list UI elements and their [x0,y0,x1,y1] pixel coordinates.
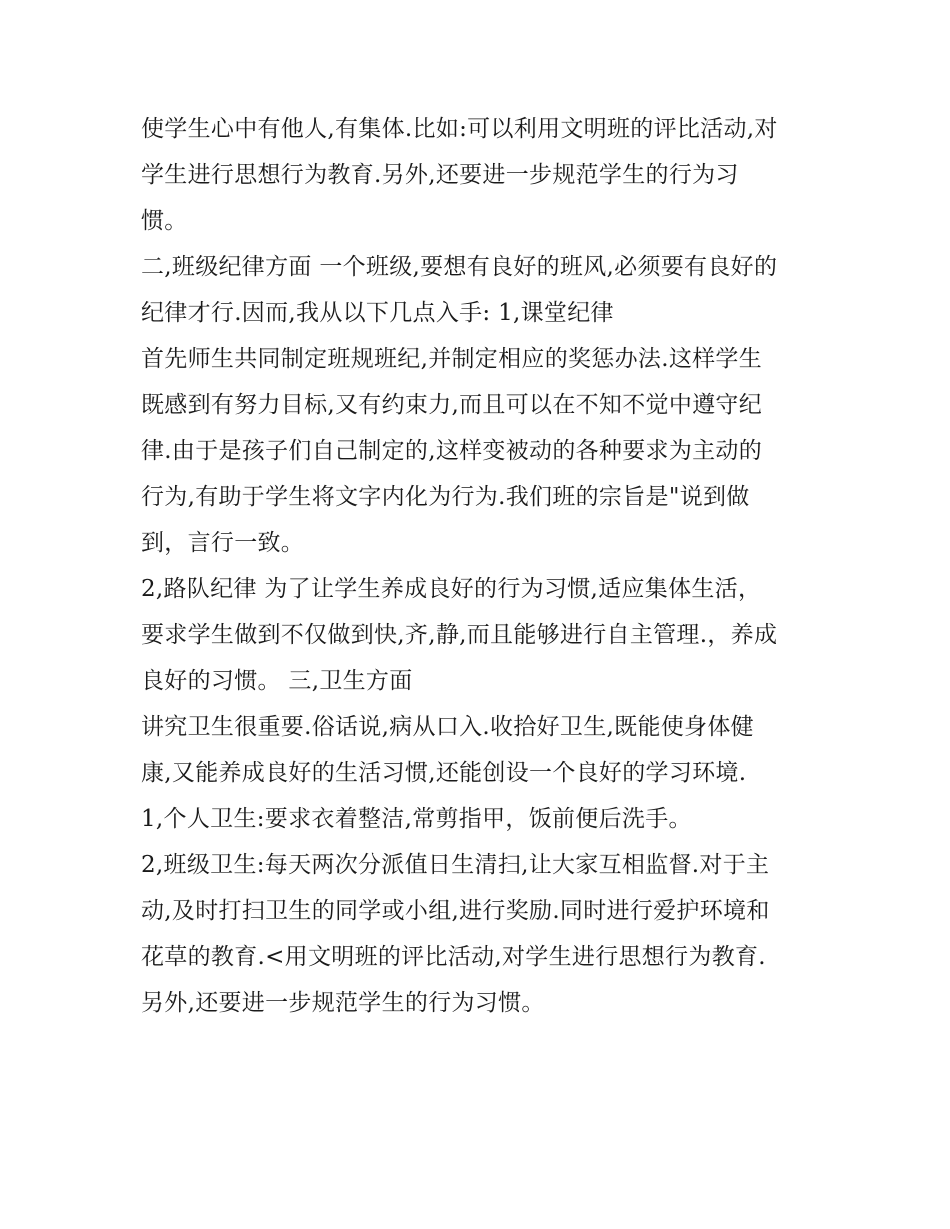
text-line: 惯。 [141,208,188,234]
text-line: 二,班级纪律方面 一个班级,要想有良好的班风,必须要有良好的 [141,254,778,280]
text-line: 既感到有努力目标,又有约束力,而且可以在不知不觉中遵守纪 [141,392,763,418]
text-line: 讲究卫生很重要.俗话说,病从口入.收拾好卫生,既能使身体健 [141,714,754,740]
text-line: 2,路队纪律 为了让学生养成良好的行为习惯,适应集体生活， [141,576,762,602]
text-line: 2,班级卫生:每天两次分派值日生清扫,让大家互相监督.对于主 [141,852,770,878]
text-line: 另外,还要进一步规范学生的行为习惯。 [141,990,545,1016]
text-line: 花草的教育.<用文明班的评比活动,对学生进行思想行为教育. [141,944,766,970]
text-line: 1,个人卫生:要求衣着整洁,常剪指甲，饭前便后洗手。 [141,806,692,832]
text-line: 学生进行思想行为教育.另外,还要进一步规范学生的行为习 [141,162,739,188]
text-line: 行为,有助于学生将文字内化为行为.我们班的宗旨是"说到做 [141,484,750,510]
text-line: 使学生心中有他人,有集体.比如:可以利用文明班的评比活动,对 [141,116,778,142]
text-line: 要求学生做到不仅做到快,齐,静,而且能够进行自主管理.，养成 [141,622,778,648]
text-line: 动,及时打扫卫生的同学或小组,进行奖励.同时进行爱护环境和 [141,898,770,924]
text-line: 律.由于是孩子们自己制定的,这样变被动的各种要求为主动的 [141,438,763,464]
text-line: 康,又能养成良好的生活习惯,还能创设一个良好的学习环境. [141,760,747,786]
text-line: 到，言行一致。 [141,530,305,556]
text-line: 纪律才行.因而,我从以下几点入手: 1,课堂纪律 [141,300,614,326]
text-line: 良好的习惯。 三,卫生方面 [141,668,413,694]
text-line: 首先师生共同制定班规班纪,并制定相应的奖惩办法.这样学生 [141,346,763,372]
